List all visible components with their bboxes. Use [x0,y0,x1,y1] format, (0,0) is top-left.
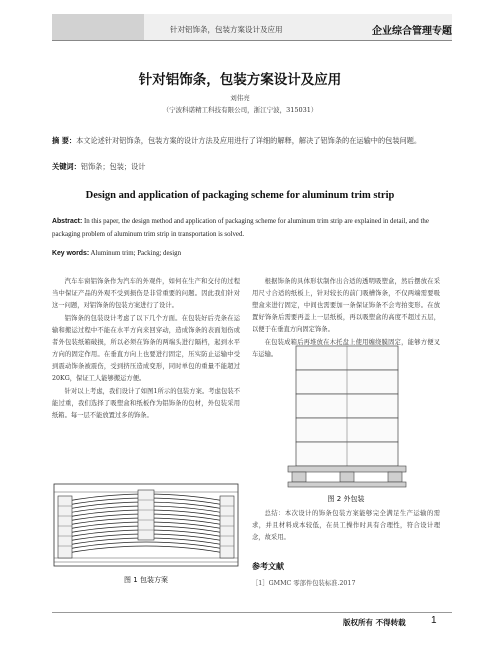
figure-1-caption: 图 1 包装方案 [124,576,168,584]
abstract-en [52,216,430,241]
body-left-column [52,276,240,423]
body-paragraph: 总结：本次设计的饰条包装方案能够完全满足生产运输的需求，并且材料成本较低，在员工操作时具有合理性，符合设计理念，故采用。 [252,510,440,541]
keywords-en-label: Key words: [52,250,90,257]
figure-2-outer-package-drawing [282,340,412,490]
affiliation: （宁波科诺精工科技有限公司，浙江宁波，315031） [162,106,318,114]
figure-1-packaging-drawing [52,482,240,568]
abstract-cn [52,134,432,147]
abstract-cn-label: 摘 要： [52,136,77,145]
paper-title-cn: 针对铝饰条，包装方案设计及应用 [138,72,342,88]
keywords-en [52,250,430,257]
paper-title-en: Design and application of packaging scheme for aluminum trim strip [85,190,395,201]
body-paragraph: 根据饰条的具体形状制作出合适的透明吸塑盒，然后摆放在采用尺寸合适的纸板上，针对较长的前门吸槽饰条，不仅两端需要吸塑盒来进行固定，中间也需要加一条保证饰条不会弯拍变形。在放置好饰条后需要再盖上一层纸板，再以吸塑盒的高度不超过五层，以便于在垂直方向固定饰条。 [252,278,440,333]
keywords-en-text: Aluminum trim; Packing; design [89,250,182,257]
body-paragraph: 在包装成箱后再堆放在木托盘上使用缠绕膜固定，能够方便叉车运输。 [252,339,440,358]
abstract-en-label: Abstract: [52,218,83,225]
keywords-cn-label: 关键词： [52,162,81,171]
body-right-column-summary [252,508,440,544]
body-paragraph: 铝饰条的包装设计考虑了以下几个方面。在包装好后壳条在运输和搬运过程中不能在水平方向来回穿动，造成饰条的表面划伤或者外包装纸箱破损，所以必须在饰条的两端头进行隔档，起到水平方向的固定作用。在垂直方向上也要进行固定，压实防止运输中受到震动饰条被震伤，受到挤压造成变形，同时单包的重量不能超过20KG，保证工人能够搬运方便。 [52,315,240,382]
body-paragraph: 针对以上考虑，我们设计了如图1所示的包装方案。考虑包装不能过重，我们选择了吸塑盒和纸板作为铝饰条的包材，外包装采用纸箱。每一层不能放置过多的饰条。 [52,388,240,419]
keywords-cn [52,162,432,172]
copyright-notice: 版权所有 不得转载 [343,618,406,627]
references-heading: 参考文献 [252,562,284,571]
keywords-cn-text: 铝饰条；包装；设计 [80,162,146,171]
reference-item: ［1］GMMC 零部件包装标准.2017 [252,580,356,587]
author: 刘伟亮 [230,94,250,102]
page-number: 1 [431,615,437,626]
body-paragraph: 汽车车窗铝饰条作为汽车的外观件，如何在生产和交付的过程当中保证产品的外观不受到损伤是非常重要的问题。因此我们针对这一问题，对铝饰条的包装方案进行了设计。 [52,278,240,309]
abstract-en-text: In this paper, the design method and application of packaging scheme for aluminum trim strip are explained in detail, and the packaging problem of aluminum trim strip in transportation is solved. [52,218,429,238]
section-name: 企业综合管理专题 [372,26,452,37]
footer-rule [52,612,452,613]
header-rule [52,40,452,41]
abstract-cn-text: 本文论述针对铝饰条，包装方案的设计方法及应用进行了详细的解释，解决了铝饰条的在运输中的包装问题。 [76,136,422,145]
running-title: 针对铝饰条，包装方案设计及应用 [170,25,283,34]
figure-2-caption: 图 2 外包装 [327,495,365,503]
